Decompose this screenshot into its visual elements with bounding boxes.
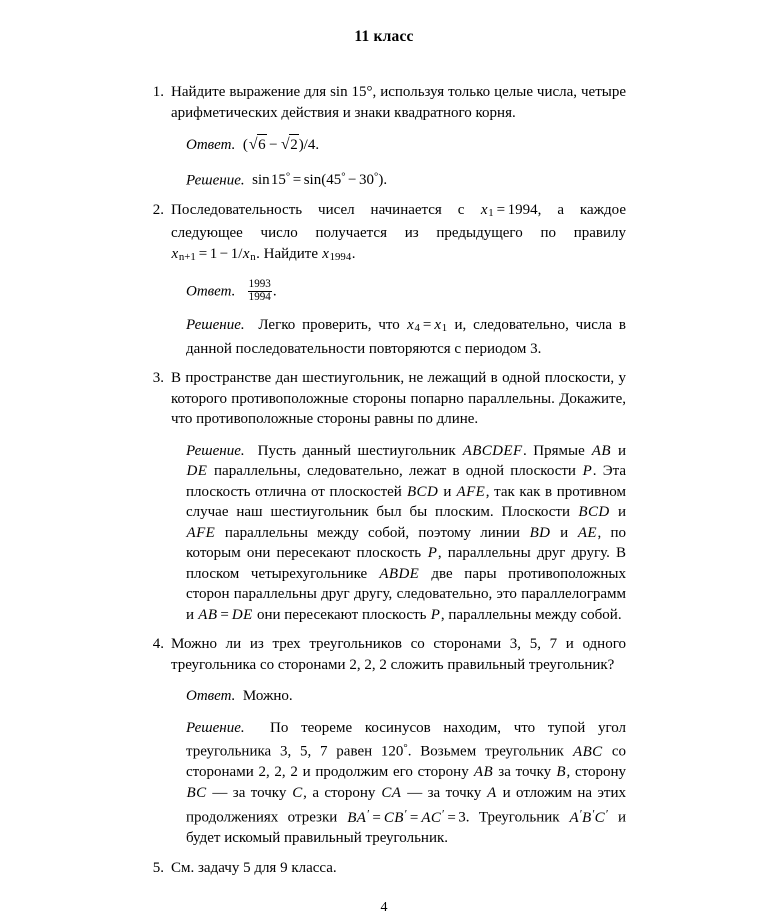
sol2-x4 [407,317,421,333]
sol3-plane-afe: AFE [456,483,486,500]
stmt2-part4: . [351,245,356,262]
problem-answer-1 [171,134,626,156]
problem-item-5 [146,858,626,879]
sol4-point-a: A [487,784,497,801]
sol4-s7: , а сторону [303,784,381,801]
problem-item-1 [146,82,626,191]
solution-label-4: Решение. [186,719,245,736]
fraction-numerator: 1993 [248,277,271,290]
sol3-s5: . Эта плоскость отлична от плоскостей [186,463,626,500]
sol2-part2: и, следовательно, числа в данной последовательности повторяются с периодом 3. [186,316,627,357]
stmt2-part3: . Найдите [256,245,322,262]
solution-label-3: Решение. [186,442,245,459]
sol4-s9: и отложим на этих продолжениях отрезки [186,784,627,826]
sol3-s3: и [611,442,626,459]
sol2-x4-subscript: 4 [414,322,420,335]
sol4-triangle-abc: ABC [573,743,603,760]
problem-item-3 [146,368,626,625]
sin-arg-lhs: 15 [270,172,286,189]
minus-operator-1: − [269,137,278,153]
sol3-s14: они пересекают плоскость [253,606,431,623]
sol3-line-ab: AB [591,442,611,459]
sol3-seg-ab: AB [198,606,218,623]
solution-label-1: Решение. [186,172,245,189]
degree-sign: ° [374,170,379,183]
sol2-x1 [434,317,448,333]
stmt2-rule-xn-letter: x [242,245,250,262]
sol4-triangle-a-b-c-prime [569,806,609,826]
stmt2-x-subscript: 1 [488,206,494,219]
problem-statement-5 [171,858,626,879]
stmt2-value: 1994 [507,201,538,218]
problem-solution-3 [171,441,626,626]
sol4-s5: , сторону [566,764,627,781]
sin-function-lhs: sin [252,172,270,189]
problem-item-4 [146,634,626,849]
sqrt-6 [248,134,267,156]
problem-number-2: 2. [152,201,164,218]
sol3-plane-p-3: P [430,606,441,623]
sol4-s1: По теореме косинусов находим, что тупой угол треугольника 3, 5, 7 равен 120 [186,719,627,760]
problem-number-5: 5. [152,859,164,876]
sol3-s10: и [550,524,578,541]
sol3-s11: , по которым они пересекают плоскость [186,524,626,562]
sol4-s10: . Треугольник [465,809,569,826]
sol3-quad-abde: ABDE [379,565,420,582]
sol4-s3: со сторонами 2, 2, 2 и продолжим его сторону [186,743,626,781]
prime-mark: ′ [403,806,407,821]
problem-statement-3 [171,368,626,430]
sol4-s6: — за точку [206,784,292,801]
sol3-equals: = [220,606,229,623]
stmt2-x-var [480,202,494,218]
stmt2-find-subscript: 1994 [329,251,352,264]
sol2-part1: Легко проверить, что [258,316,407,333]
sol3-line-de: DE [186,463,208,480]
sol4-ac: AC [421,809,442,826]
problem-number-4: 4. [152,636,164,653]
sol4-length-value: 3 [458,809,466,826]
equals-sign-1: = [292,172,302,189]
sol3-s15: , параллельны между собой. [440,606,622,623]
sol4-seg-ac-prime [421,806,445,826]
sol4-c-prime-letter: C [594,809,606,826]
solution-label-2: Решение. [186,316,245,333]
answer-label-1: Ответ. [186,137,236,153]
sol3-hexagon-abcdef: ABCDEF [462,442,523,459]
prime-mark: ′ [366,806,370,821]
answer-text-4: Можно. [242,688,293,705]
problem-solution-1 [171,167,626,191]
sol4-ba: BA [347,809,367,826]
problem-statement-text-4: Можно ли из трех треугольников со сторонами 3, 5, 7 и одного треугольника со сторонами 2, 2, 2 сложить правильный треугольник? [171,636,626,673]
problem-statement-2 [171,200,626,268]
sol3-line-ae: AE [577,524,597,541]
radicand-1: 6 [257,134,267,156]
prime-mark: ′ [605,806,609,821]
sol2-equals: = [422,316,432,333]
page-title: 11 класс [354,28,414,45]
answer-period-2: . [272,283,277,300]
solution-expression-1 [252,172,387,188]
stmt2-rule-var [171,246,196,262]
sol4-eq3: = [447,809,456,826]
problem-statement-4 [171,634,626,675]
problem-answer-2 [171,279,626,304]
sol4-s11: и будет искомый правильный треугольник. [186,809,627,847]
sol3-s4: параллельны, следовательно, лежат в одной плоскости [207,463,583,480]
stmt2-find-var [322,246,352,262]
stmt2-rule-equals: = [198,245,208,262]
prime-mark: ′ [591,806,595,821]
problem-statement-text-1: Найдите выражение для sin 15°, используя только целые числа, четыре арифметических действия и знаки квадратного корня. [171,84,626,121]
sol4-seg-cb-prime [383,806,407,826]
sol4-side-ca: CA [381,784,402,801]
sol3-s1: Пусть данный шестиугольник [257,442,463,459]
problem-list [146,82,626,878]
sol4-s4: за точку [493,764,556,781]
answer-fraction-2 [247,279,273,304]
sol3-s13: две пары противоположных сторон параллельны друг другу, следовательно, это параллелограмм и [186,565,626,623]
stmt2-rule-xn [242,246,256,262]
prime-mark: ′ [579,806,583,821]
sol4-seg-ba-prime [347,806,370,826]
sol3-s9: параллельны между собой, поэтому линии [215,524,530,541]
sol4-side-bc: BC [186,784,207,801]
stmt2-x: x [480,201,488,218]
sin-function-rhs: sin [303,172,322,189]
sol4-point-b: B [556,764,566,781]
minus-operator-rhs: − [348,172,357,189]
sol4-s8: — за точку [401,784,487,801]
radicand-2: 2 [289,134,299,156]
problem-number-3: 3. [152,370,164,387]
degree-sign: ° [285,170,291,183]
radical-glyph: √ [248,136,258,153]
rhs-angle-a: 45 [326,172,342,189]
stmt2-rule-fraction: 1/ [230,245,243,262]
sol3-plane-p: P [582,463,593,480]
rhs-open-paren: ( [321,172,327,189]
sol2-x1-letter: x [434,316,442,333]
sol3-plane-p-2: P [427,545,438,562]
stmt2-equals: = [496,201,506,218]
sol3-plane-afe-2: AFE [186,524,216,541]
answer-close-1: )/4. [298,137,320,153]
sol2-x4-letter: x [407,316,415,333]
sol4-b-prime-letter: B [582,809,592,826]
sol3-plane-bcd: BCD [406,483,439,500]
problem-solution-4 [171,718,626,849]
sol4-s2: . Возьмем треугольник [407,743,573,760]
sol4-cb: CB [383,809,404,826]
rhs-close-paren: ). [378,172,388,189]
answer-open-paren-1: ( [242,137,248,153]
stmt2-rule-subscript: n+1 [178,251,196,264]
prime-mark: ′ [441,806,445,821]
answer-label-4: Ответ. [186,688,236,705]
sol4-point-c: C [292,784,303,801]
degree-sign-120: ° [403,742,408,755]
stmt2-rule-minus: − [219,245,229,262]
stmt2-rule-x: x [171,245,179,262]
sol3-seg-de: DE [231,606,253,623]
sqrt-2 [280,134,299,156]
stmt2-rule-xn-subscript: n [250,251,256,264]
sol3-s12: , параллельны друг другу. В плоском четырехугольнике [186,545,626,582]
problem-solution-2 [171,315,626,359]
sol2-x1-subscript: 1 [441,322,448,335]
sol4-a-prime-letter: A [569,809,580,826]
sol3-line-bd: BD [529,524,551,541]
answer-expression-1 [243,137,319,153]
sol3-s2: . Прямые [523,442,592,459]
sol3-plane-bcd-2: BCD [578,504,610,521]
radical-glyph: √ [281,136,290,153]
sol3-s7: , так как в противном случае наш шестиугольник был бы плоским. Плоскости [186,483,627,521]
page-content [146,82,626,887]
stmt2-find-x: x [322,245,330,262]
stmt2-rule-one: 1 [209,245,218,262]
problem-statement-1 [171,82,626,123]
sol4-eq1: = [372,809,381,826]
stmt2-part2: , а каждое следующее число получается из предыдущего по правилу [171,201,626,242]
sol3-s8: и [610,504,626,521]
answer-label-2: Ответ. [186,283,236,300]
problem-answer-4 [171,686,626,707]
rhs-angle-b: 30 [359,172,374,189]
problem-statement-text-3: В пространстве дан шестиугольник, не лежащий в одной плоскости, у которого противоположные стороны попарно параллельны. Докажите, что противоположные стороны равны по длине. [171,370,626,428]
stmt2-part1: Последовательность чисел начинается с [171,201,481,218]
page-number: 4 [380,900,388,915]
fraction-denominator: 1994 [248,290,271,303]
sol3-s6: и [438,483,456,500]
problem-number-1: 1. [152,84,164,100]
sol4-eq2: = [409,809,419,826]
degree-sign: ° [341,170,346,183]
problem-item-2 [146,200,626,360]
sol4-side-ab: AB [473,764,494,781]
problem-statement-text-5: См. задачу 5 для 9 класса. [171,859,337,876]
